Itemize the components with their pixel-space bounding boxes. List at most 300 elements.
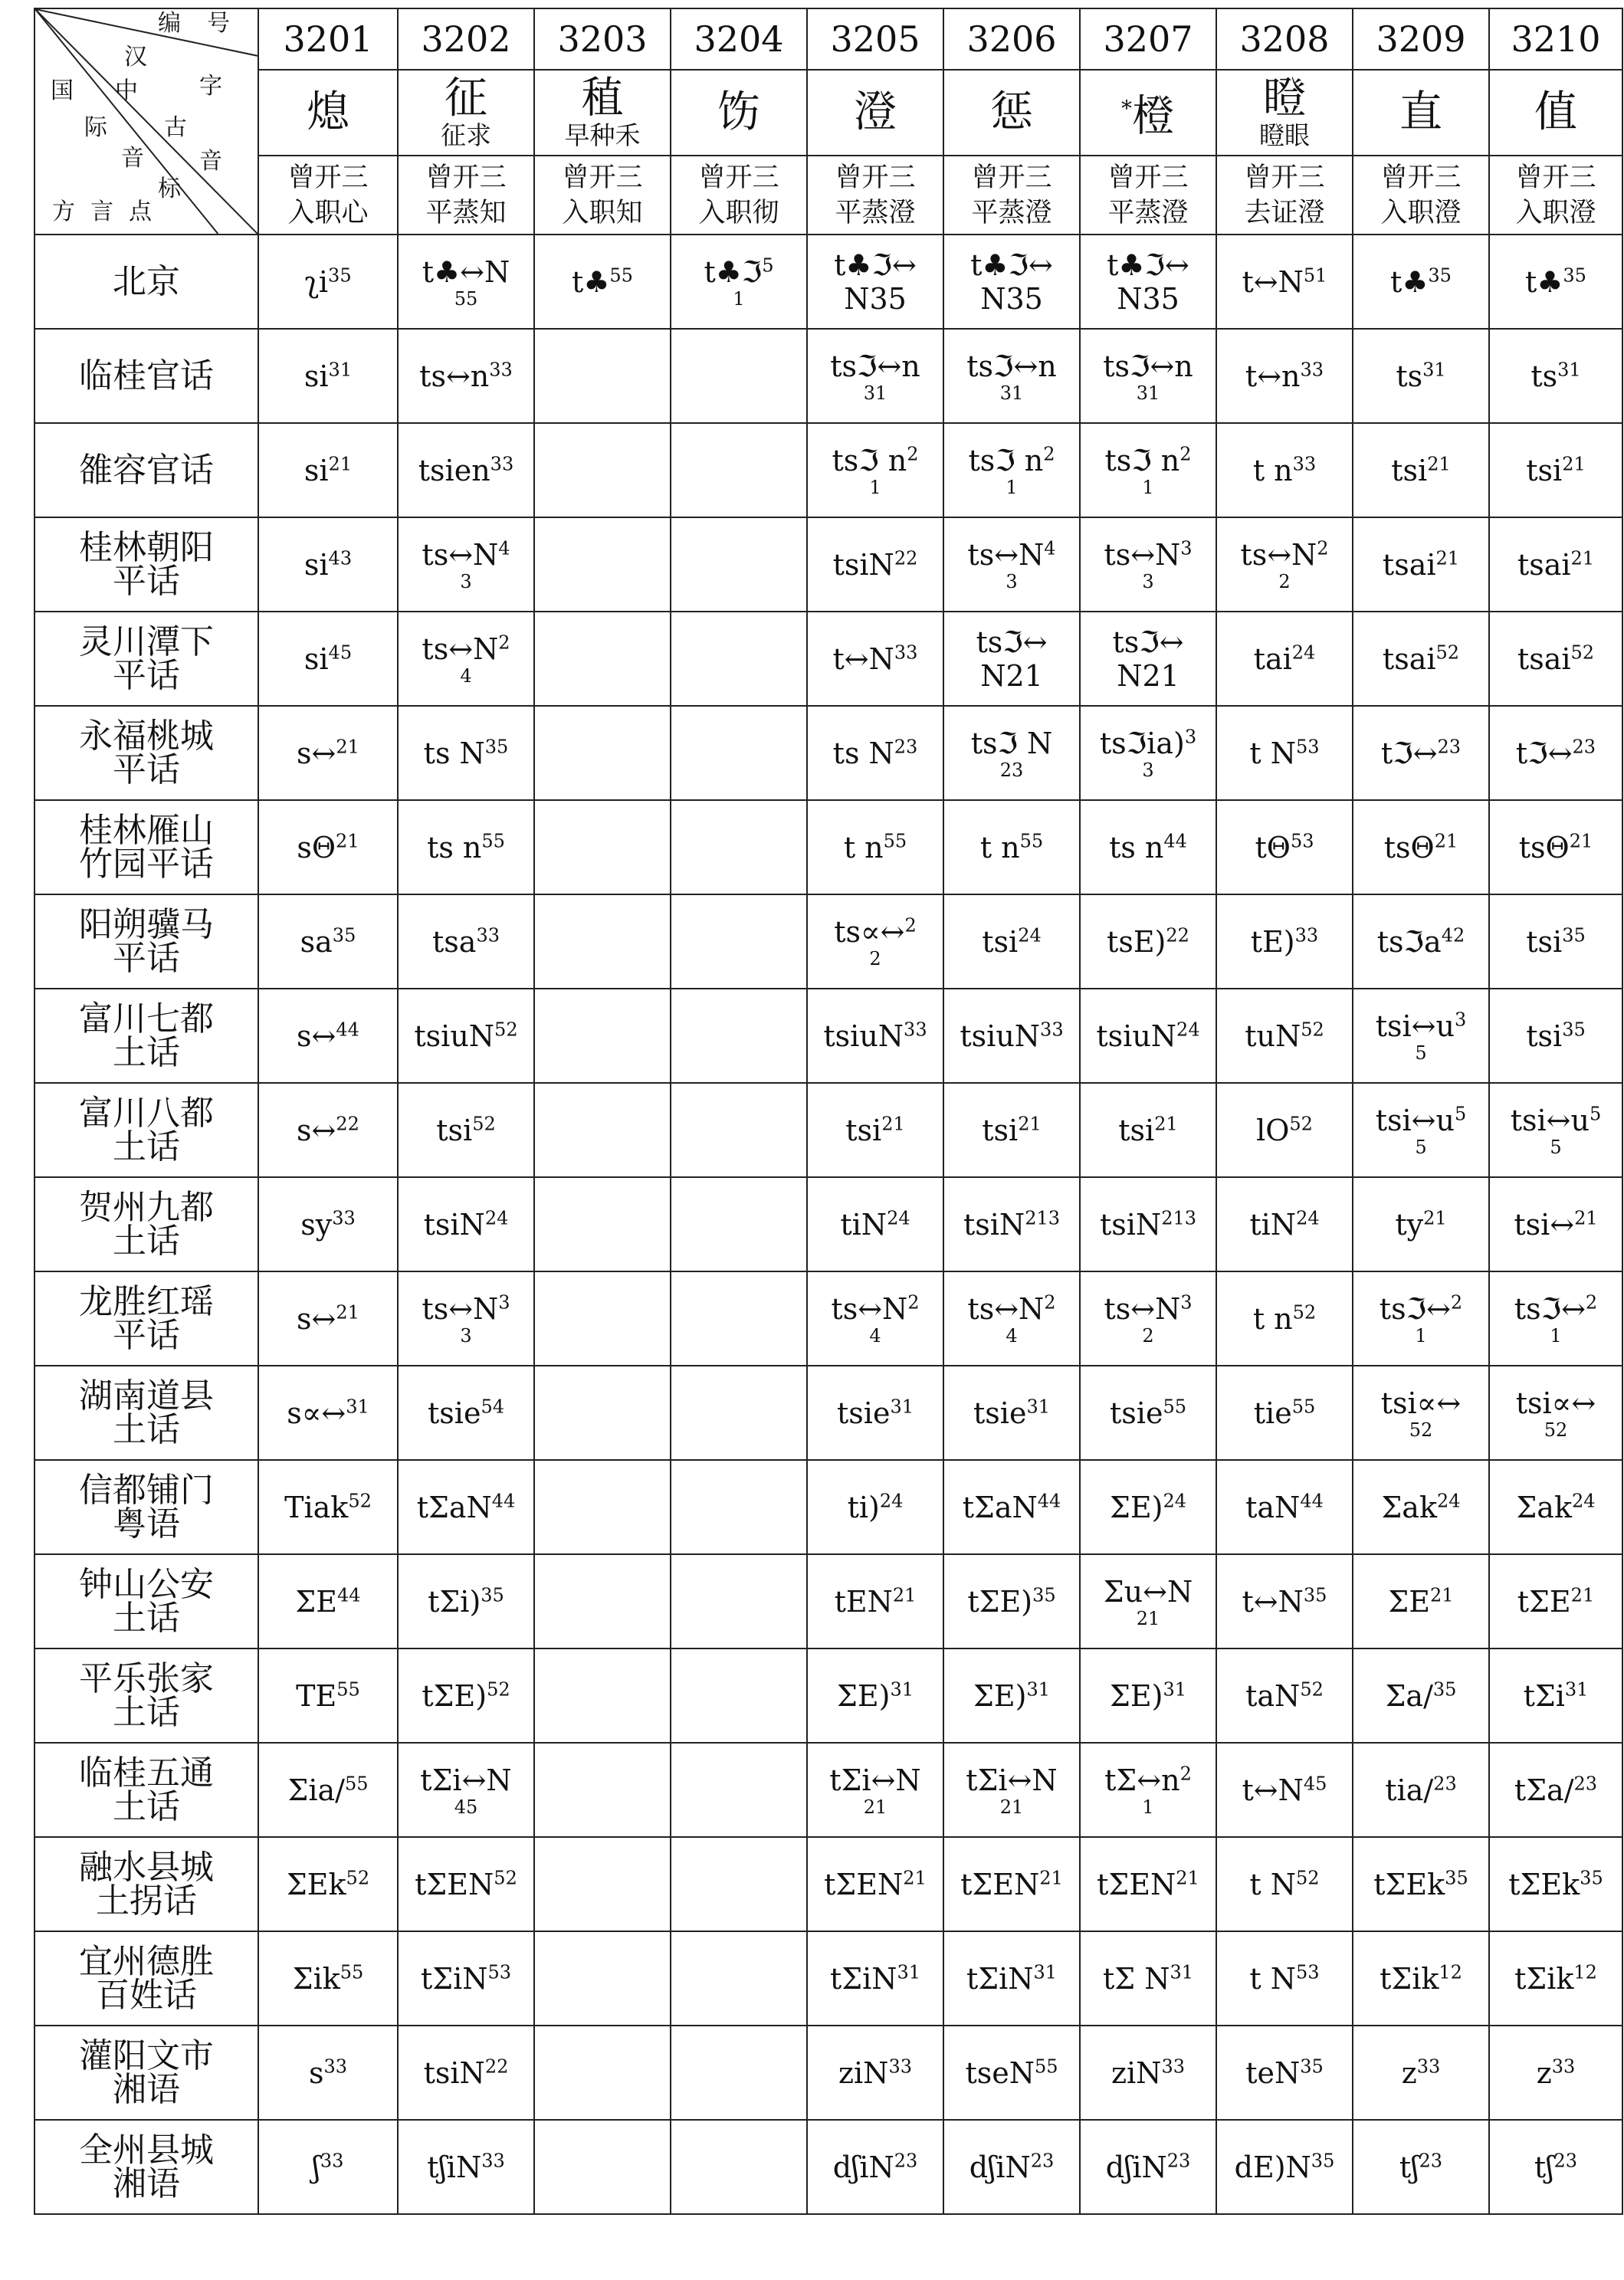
pronunciation-cell	[671, 1083, 807, 1177]
middle-chinese-category	[258, 156, 398, 235]
ipa-text: ts↔N	[1240, 537, 1317, 572]
ipa-text: tsi	[1526, 924, 1563, 959]
pronunciation-line	[808, 1491, 943, 1524]
ipa-text: tsiuN	[823, 1019, 904, 1053]
location-text: 百姓话	[96, 1975, 197, 2015]
tone-superscript: 22	[894, 546, 918, 569]
ipa-text: tsℑ↔	[1514, 1291, 1586, 1326]
pronunciation-line	[399, 255, 533, 289]
tone-superscript: 22	[484, 2055, 509, 2077]
pronunciation-line	[1217, 736, 1352, 770]
pronunciation-line	[1081, 831, 1216, 864]
pronunciation-cell	[671, 1460, 807, 1554]
tone-superscript: 24	[1176, 1018, 1200, 1040]
pronunciation-line	[808, 1396, 943, 1430]
pronunciation-line	[1081, 727, 1216, 760]
pronunciation-line	[944, 349, 1079, 383]
ipa-text: z	[1536, 2055, 1552, 2090]
tone-superscript: 44	[337, 1583, 361, 1606]
tone-superscript: 55	[344, 1772, 369, 1794]
ipa-text: tsℑ n	[968, 443, 1044, 477]
continuation-text: 4	[1006, 1324, 1018, 1347]
ipa-text: tΣi)	[428, 1584, 481, 1619]
location-text: 临桂官话	[79, 356, 214, 395]
character-text: 瞪	[1263, 74, 1306, 123]
pronunciation-line	[399, 1396, 533, 1430]
tone-superscript: 21	[1434, 829, 1458, 851]
pronunciation-line	[1353, 1773, 1488, 1807]
table-row	[34, 612, 1622, 706]
ipa-text: Σia/	[287, 1773, 345, 1807]
dialect-location	[34, 1271, 258, 1366]
tone-superscript: 31	[1026, 1395, 1050, 1417]
tone-superscript: 52	[1296, 1866, 1320, 1888]
ipa-text: tsℑ n	[832, 443, 907, 477]
pronunciation-cell	[1489, 423, 1622, 517]
pronunciation-cell	[534, 1837, 671, 1931]
middle-chinese-text: 入职心	[287, 197, 369, 228]
ipa-text: tΣE)	[422, 1678, 487, 1713]
header-middle-chinese-row	[34, 156, 1622, 235]
pronunciation-line	[1353, 359, 1488, 393]
pronunciation-line	[1353, 1679, 1488, 1713]
pronunciation-cell	[534, 894, 671, 989]
middle-chinese-text: 曾开三	[698, 162, 779, 193]
corner-label: 编	[158, 10, 181, 37]
pronunciation-cell	[943, 329, 1080, 423]
pronunciation-cell	[807, 235, 943, 329]
location-text: 湘语	[113, 2069, 180, 2109]
location-text: 土话	[113, 1032, 180, 1072]
ipa-text: ts∝↔	[834, 914, 905, 949]
middle-chinese-category	[1353, 156, 1489, 235]
tone-superscript: 33	[1551, 2055, 1576, 2077]
pronunciation-cell	[807, 706, 943, 800]
column-number: 3204	[671, 8, 807, 70]
pronunciation-cell	[671, 612, 807, 706]
tone-superscript: 53	[487, 1960, 512, 1983]
pronunciation-line	[944, 1679, 1079, 1713]
tone-superscript: 33	[1292, 452, 1317, 474]
table-row	[34, 1554, 1622, 1648]
table-row	[34, 517, 1622, 612]
middle-chinese-text: 平蒸知	[425, 197, 507, 228]
dialect-location	[34, 800, 258, 894]
dialect-location	[34, 1648, 258, 1743]
pronunciation-line	[1217, 1491, 1352, 1524]
pronunciation-cell	[534, 235, 671, 329]
location-text: 平话	[113, 655, 180, 695]
ipa-text: sy	[300, 1207, 333, 1242]
pronunciation-cell	[807, 1083, 943, 1177]
tone-superscript: 24	[1163, 1489, 1186, 1511]
pronunciation-line	[1490, 925, 1622, 959]
tone-superscript: 44	[1163, 829, 1187, 851]
tone-superscript: 21	[1430, 1583, 1454, 1606]
ipa-text: ts	[1530, 359, 1558, 393]
pronunciation-line	[399, 1868, 533, 1901]
middle-chinese-text: 曾开三	[562, 162, 643, 193]
pronunciation-cell	[1080, 1648, 1216, 1743]
pronunciation-cell	[398, 1366, 534, 1460]
pronunciation-cell	[1080, 517, 1216, 612]
pronunciation-line	[259, 1491, 397, 1524]
pronunciation-line	[1353, 831, 1488, 864]
pronunciation-cell	[258, 517, 398, 612]
pronunciation-cell	[1489, 1366, 1622, 1460]
pronunciation-line	[1490, 1386, 1622, 1420]
tone-superscript: 21	[1423, 1206, 1447, 1229]
ipa-text: tΣi↔N	[829, 1763, 921, 1797]
tone-superscript: 55	[1034, 2055, 1058, 2077]
ipa-text: tΣ N	[1102, 1961, 1170, 1996]
pronunciation-cell	[534, 1177, 671, 1271]
pronunciation-line	[259, 1114, 397, 1147]
location-text: 平话	[113, 561, 180, 601]
tone-superscript: 3	[1184, 725, 1197, 747]
ipa-text: tΣEN	[1097, 1867, 1176, 1901]
pronunciation-cell	[807, 517, 943, 612]
dialect-location	[34, 2026, 258, 2120]
pronunciation-line	[944, 1396, 1079, 1430]
pronunciation-line	[259, 925, 397, 959]
ipa-text: t♣ℑ	[704, 254, 763, 289]
pronunciation-line	[944, 1208, 1079, 1242]
pronunciation-cell	[398, 1837, 534, 1931]
character-text: 饬	[717, 87, 760, 137]
pronunciation-line	[1490, 736, 1622, 770]
pronunciation-line	[1490, 454, 1622, 487]
pronunciation-line	[399, 359, 533, 393]
pronunciation-cell	[1353, 1366, 1489, 1460]
pronunciation-cell	[258, 1648, 398, 1743]
pronunciation-line	[1490, 265, 1622, 299]
ipa-text: tsi↔u	[1375, 1103, 1455, 1137]
pronunciation-line	[808, 1208, 943, 1242]
pronunciation-cell	[398, 989, 534, 1083]
middle-chinese-category	[1080, 156, 1216, 235]
pronunciation-line	[1353, 1491, 1488, 1524]
table-row	[34, 329, 1622, 423]
dialect-location	[34, 1931, 258, 2026]
pronunciation-line	[944, 925, 1079, 959]
ipa-text: ΣE	[1388, 1584, 1431, 1619]
pronunciation-cell	[1080, 1554, 1216, 1648]
pronunciation-line	[944, 444, 1079, 477]
pronunciation-cell	[943, 235, 1080, 329]
pronunciation-line	[944, 1962, 1079, 1996]
pronunciation-line	[399, 1763, 533, 1797]
pronunciation-line	[808, 2150, 943, 2184]
pronunciation-cell	[398, 612, 534, 706]
pronunciation-line	[1490, 1104, 1622, 1137]
pronunciation-line	[259, 1679, 397, 1713]
corner-label: 音	[121, 145, 144, 172]
pronunciation-cell	[671, 1554, 807, 1648]
location-text: 富川七都	[79, 999, 214, 1038]
pronunciation-cell	[258, 329, 398, 423]
tone-superscript: 21	[1574, 1206, 1598, 1229]
pronunciation-line	[1217, 642, 1352, 676]
ipa-text: Σak	[1381, 1490, 1437, 1524]
table-row	[34, 1837, 1622, 1931]
pronunciation-cell	[258, 612, 398, 706]
table-row	[34, 1743, 1622, 1837]
tone-superscript: 4	[498, 536, 510, 559]
continuation-text: 55	[454, 287, 478, 310]
tone-superscript: 35	[1445, 1866, 1468, 1888]
middle-chinese-text: 曾开三	[1380, 162, 1462, 193]
continuation-text: 21	[1136, 1607, 1160, 1629]
ipa-text: tℑ↔	[1515, 736, 1573, 770]
tone-superscript: 52	[494, 1866, 517, 1888]
ipa-text: t♣ℑ↔	[1107, 248, 1189, 282]
tone-superscript: 21	[903, 1866, 927, 1888]
pronunciation-cell	[943, 1083, 1080, 1177]
pronunciation-line	[1490, 1585, 1622, 1619]
pronunciation-line	[259, 548, 397, 582]
pronunciation-line	[259, 265, 397, 299]
tone-superscript: 21	[1039, 1866, 1063, 1888]
pronunciation-cell	[807, 612, 943, 706]
location-text: 平乐张家	[79, 1658, 214, 1698]
pronunciation-line	[1353, 1868, 1488, 1901]
tone-superscript: 55	[609, 264, 633, 286]
header-corner	[34, 8, 258, 235]
tone-superscript: 31	[346, 1395, 369, 1417]
location-text: 灵川潭下	[79, 622, 214, 661]
column-character	[671, 70, 807, 156]
tone-superscript: 33	[490, 452, 514, 474]
pronunciation-cell	[1353, 1837, 1489, 1931]
ipa-text: tΣiN	[829, 1961, 897, 1996]
tone-superscript: 213	[1161, 1206, 1196, 1229]
ipa-text: dE)N	[1234, 2150, 1311, 2184]
pronunciation-line	[1353, 548, 1488, 582]
pronunciation-cell	[807, 1271, 943, 1366]
column-number: 3201	[258, 8, 398, 70]
pronunciation-line	[1490, 831, 1622, 864]
middle-chinese-text: 入职澄	[1380, 197, 1462, 228]
tone-superscript: 2	[1179, 1762, 1192, 1784]
tone-superscript: 55	[481, 829, 505, 851]
ipa-text: ts↔N	[967, 1291, 1045, 1326]
tone-superscript: 55	[340, 1960, 364, 1983]
pronunciation-line	[808, 736, 943, 770]
pronunciation-cell	[943, 1648, 1080, 1743]
tone-superscript: 33	[323, 2055, 348, 2077]
pronunciation-cell	[1489, 329, 1622, 423]
pronunciation-cell	[671, 235, 807, 329]
pronunciation-line	[399, 1962, 533, 1996]
ipa-text: tΣE	[1517, 1584, 1571, 1619]
tone-superscript: 3	[498, 1291, 510, 1313]
tone-superscript: 23	[894, 2149, 918, 2171]
pronunciation-line	[1217, 1585, 1352, 1619]
pronunciation-line	[1490, 359, 1622, 393]
tone-superscript: 52	[348, 1489, 372, 1511]
ipa-text: sΘ	[297, 830, 336, 864]
ipa-text: tΣiN	[966, 1961, 1034, 1996]
tone-superscript: 33	[1294, 923, 1319, 946]
continuation-text: N21	[1117, 658, 1179, 693]
tone-superscript: 3	[1180, 536, 1193, 559]
dialect-location	[34, 612, 258, 706]
tone-superscript: 35	[1580, 1866, 1603, 1888]
continuation-text: N35	[1117, 281, 1179, 316]
pronunciation-cell	[1216, 706, 1353, 800]
pronunciation-cell	[671, 1648, 807, 1743]
ipa-text: t♣↔N	[422, 254, 510, 289]
tone-superscript: 44	[1037, 1489, 1061, 1511]
pronunciation-cell	[1489, 800, 1622, 894]
dialect-location	[34, 1460, 258, 1554]
pronunciation-line	[808, 915, 943, 949]
ipa-text: tΣi↔N	[966, 1763, 1058, 1797]
continuation-text: 1	[1550, 1324, 1562, 1347]
ipa-text: dʃiN	[832, 2150, 894, 2184]
ipa-text: tsiuN	[1096, 1019, 1177, 1053]
pronunciation-cell	[398, 894, 534, 989]
pronunciation-line	[1081, 538, 1216, 572]
tone-superscript: 31	[890, 1395, 914, 1417]
location-text: 土话	[113, 1786, 180, 1826]
tone-superscript: 2	[1317, 536, 1329, 559]
pronunciation-line	[399, 1114, 533, 1147]
pronunciation-line	[399, 632, 533, 666]
pronunciation-line	[1490, 1773, 1622, 1807]
table-row	[34, 1271, 1622, 1366]
pronunciation-cell	[671, 1271, 807, 1366]
ipa-text: s∝↔	[287, 1396, 346, 1430]
ipa-text: tΣa/	[1514, 1773, 1574, 1807]
pronunciation-line	[944, 625, 1079, 659]
character-glyph	[1353, 87, 1488, 137]
pronunciation-cell	[398, 517, 534, 612]
pronunciation-cell	[258, 800, 398, 894]
pronunciation-cell	[534, 989, 671, 1083]
ipa-text: tsi∝↔	[1515, 1386, 1596, 1420]
character-glyph	[535, 76, 670, 122]
ipa-text: tsai	[1517, 547, 1571, 582]
tone-superscript: 33	[481, 2149, 505, 2171]
tone-superscript: 52	[1289, 1112, 1313, 1134]
tone-superscript: 24	[887, 1206, 910, 1229]
location-text: 竹园平话	[79, 844, 214, 884]
middle-chinese-text: 曾开三	[1244, 162, 1325, 193]
pronunciation-cell	[534, 1460, 671, 1554]
ipa-text: ts↔N	[1104, 537, 1181, 572]
middle-chinese-text: 平蒸澄	[835, 197, 916, 228]
tone-superscript: 21	[1569, 829, 1593, 851]
tone-superscript: 23	[1419, 2149, 1443, 2171]
pronunciation-cell	[807, 1460, 943, 1554]
tone-superscript: 35	[484, 735, 509, 757]
continuation-text: 4	[460, 664, 472, 687]
pronunciation-cell	[1489, 1554, 1622, 1648]
ipa-text: s↔	[297, 1301, 336, 1336]
ipa-text: t n	[1252, 453, 1293, 487]
pronunciation-cell	[398, 1271, 534, 1366]
ipa-text: tuN	[1245, 1019, 1301, 1053]
location-text: 平话	[113, 1315, 180, 1355]
pronunciation-line	[1490, 1868, 1622, 1901]
pronunciation-cell	[1353, 423, 1489, 517]
tone-superscript: 23	[894, 735, 918, 757]
pronunciation-cell	[943, 1931, 1080, 2026]
location-text: 宜州德胜	[79, 1941, 214, 1981]
dialect-location	[34, 1177, 258, 1271]
tone-superscript: 55	[336, 1678, 360, 1700]
pronunciation-cell	[671, 1743, 807, 1837]
pronunciation-cell	[1353, 329, 1489, 423]
ipa-text: tsi↔	[1514, 1207, 1575, 1242]
tone-superscript: 4	[1044, 536, 1056, 559]
pronunciation-cell	[258, 1743, 398, 1837]
continuation-text: 31	[1136, 382, 1160, 404]
tone-superscript: 21	[336, 829, 359, 851]
tone-superscript: 33	[320, 2149, 344, 2171]
tone-superscript: 35	[1562, 923, 1586, 946]
middle-chinese-text: 曾开三	[287, 162, 369, 193]
ipa-text: si	[303, 641, 329, 676]
pronunciation-cell	[534, 612, 671, 706]
pronunciation-line	[259, 831, 397, 864]
continuation-text: 3	[1142, 759, 1154, 781]
tone-superscript: 21	[1435, 546, 1460, 569]
pronunciation-cell	[1080, 1931, 1216, 2026]
ipa-text: tsai	[1382, 547, 1436, 582]
pronunciation-cell	[1489, 1083, 1622, 1177]
pronunciation-cell	[943, 517, 1080, 612]
pronunciation-cell	[1080, 423, 1216, 517]
pronunciation-cell	[1489, 1931, 1622, 2026]
ipa-text: tsie	[837, 1396, 891, 1430]
tone-superscript: 35	[1428, 264, 1452, 286]
corner-label: 方	[52, 198, 75, 225]
pronunciation-cell	[1353, 1648, 1489, 1743]
pronunciation-cell	[398, 1931, 534, 2026]
pronunciation-cell	[671, 989, 807, 1083]
ipa-text: tsi↔u	[1510, 1103, 1590, 1137]
pronunciation-line	[944, 1491, 1079, 1524]
tone-superscript: 43	[328, 546, 353, 569]
pronunciation-cell	[534, 1931, 671, 2026]
tone-superscript: 52	[346, 1866, 370, 1888]
tone-superscript: 33	[489, 358, 513, 380]
corner-label: 号	[207, 10, 230, 37]
column-number: 3205	[807, 8, 943, 70]
column-number: 3203	[534, 8, 671, 70]
pronunciation-line	[259, 359, 397, 393]
ipa-text: tsiN	[423, 2055, 485, 2090]
dialect-location	[34, 989, 258, 1083]
continuation-text: 2	[1278, 570, 1291, 592]
continuation-text: 1	[1415, 1324, 1427, 1347]
pronunciation-line	[399, 831, 533, 864]
pronunciation-cell	[671, 329, 807, 423]
pronunciation-line	[259, 1302, 397, 1336]
ipa-text: tsie	[428, 1396, 481, 1430]
continuation-text: 3	[460, 1324, 472, 1347]
ipa-text: ts↔N	[1104, 1291, 1181, 1326]
pronunciation-line	[1081, 1962, 1216, 1996]
character-glyph	[944, 87, 1079, 137]
pronunciation-cell	[671, 1837, 807, 1931]
pronunciation-line	[259, 1585, 397, 1619]
tone-superscript: 24	[1296, 1206, 1320, 1229]
tone-superscript: 35	[1300, 2055, 1324, 2077]
